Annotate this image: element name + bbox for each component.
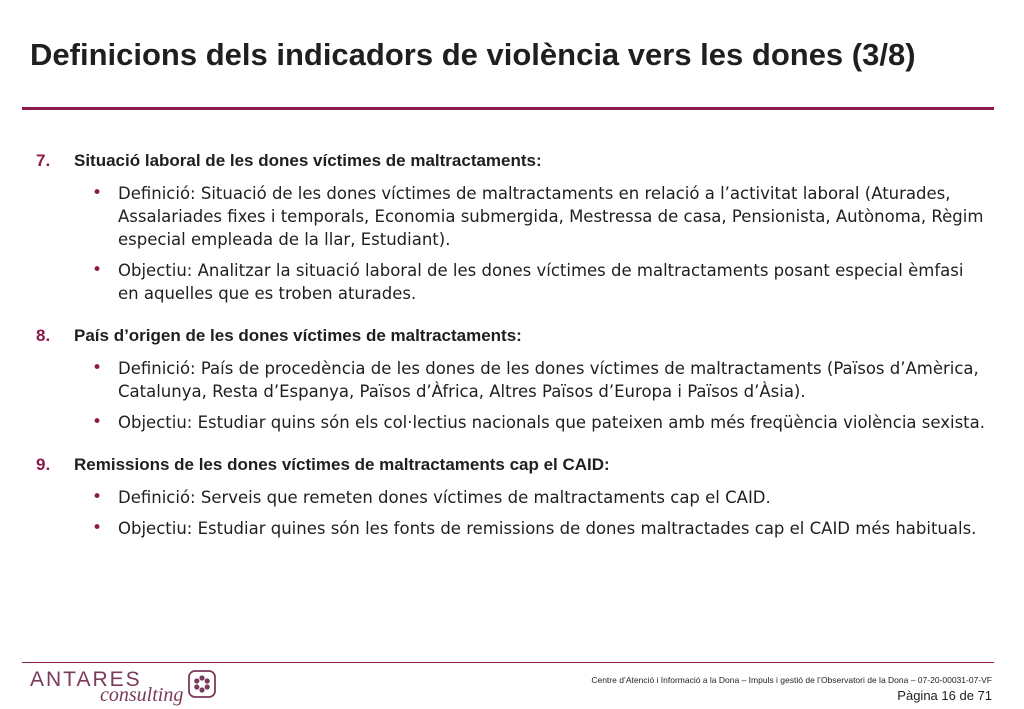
footer-reference: Centre d’Atenció i Informació a la Dona – Impuls i gestió de l’Observatori de la Dona – 07-20-00031-07-VF [591,675,992,685]
content [36,150,996,560]
bullet-list [92,486,996,540]
list-item [92,357,996,403]
bullet-icon: • [92,487,103,507]
section-heading [36,150,996,172]
bullet-list [92,357,996,434]
bullet-icon: • [92,518,103,538]
logo-wordmark: ANTARES [30,668,142,691]
bullet-text: Objectiu: Estudiar quins són els col·lectius nacionals que pateixen amb més freqüència violència sexista. [118,413,985,432]
footer-divider [22,662,994,663]
bullet-icon: • [92,183,103,203]
logo-subtitle: consulting [100,684,184,706]
list-item [92,517,996,540]
section-title: Situació laboral de les dones víctimes de maltractaments: [74,151,542,170]
section-number: 8. [36,326,51,345]
bullet-icon: • [92,260,103,280]
list-item [92,259,996,305]
section-heading [36,454,996,476]
page-number: Pàgina 16 de 71 [897,688,992,703]
antares-flower-icon [188,670,216,698]
section-heading [36,325,996,347]
list-item [92,486,996,509]
bullet-text: Definició: País de procedència de les dones de les dones víctimes de maltractaments (Països d’Amèrica, Catalunya, Resta d’Espanya, Països d’Àfrica, Altres Països d’Europa i Països d’Àsia). [118,359,979,401]
section-title: Remissions de les dones víctimes de maltractaments cap el CAID: [74,455,610,474]
section-number: 9. [36,455,51,474]
list-item [92,411,996,434]
bullet-icon: • [92,358,103,378]
page-title: Definicions dels indicadors de violència vers les dones (3/8) [30,37,916,72]
bullet-list [92,182,996,305]
bullet-icon: • [92,412,103,432]
list-item [92,182,996,251]
bullet-text: Definició: Situació de les dones víctimes de maltractaments en relació a l’activitat laboral (Aturades, Assalariades fixes i temporals, Economia submergida, Mestressa de casa, Pensionista, Autònoma, Règim especial empleada de la llar, Estudiant). [118,184,984,249]
section-7 [36,150,996,305]
title-divider [22,107,994,110]
section-number: 7. [36,151,51,170]
section-8 [36,325,996,434]
company-logo [30,666,230,706]
bullet-text: Definició: Serveis que remeten dones víctimes de maltractaments cap el CAID. [118,488,771,507]
bullet-text: Objectiu: Analitzar la situació laboral de les dones víctimes de maltractaments posant especial èmfasi en aquelles que es troben aturades. [118,261,964,303]
section-title: País d’origen de les dones víctimes de maltractaments: [74,326,522,345]
bullet-text: Objectiu: Estudiar quines són les fonts de remissions de dones maltractades cap el CAID més habituals. [118,519,977,538]
section-9 [36,454,996,540]
